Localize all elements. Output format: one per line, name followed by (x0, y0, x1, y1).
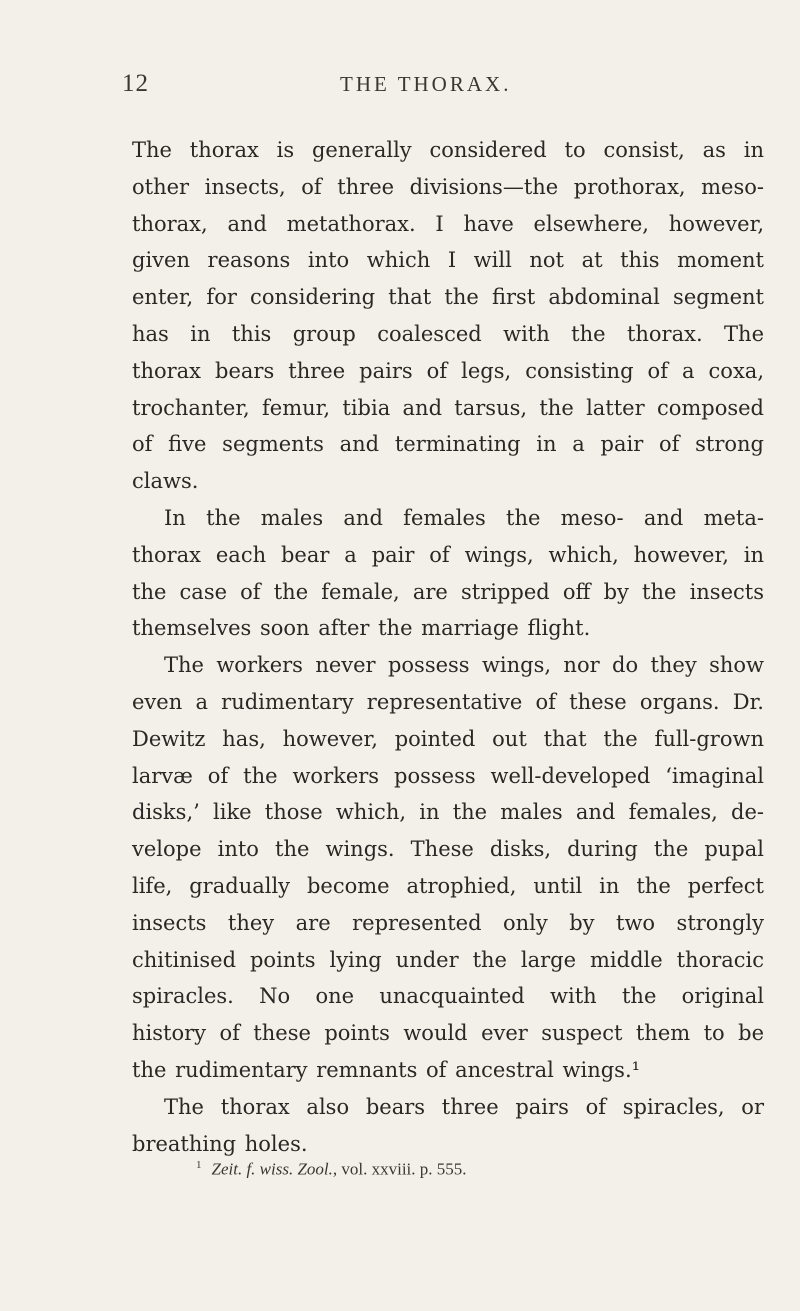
text-line: other insects, of three divisions—the prothorax, meso- (132, 174, 764, 199)
text-line: Dewitz has, however, pointed out that the full-grown (132, 726, 764, 751)
text-line: In the males and females the meso- and meta- (164, 505, 764, 530)
text-line: has in this group coalesced with the thorax. The (132, 321, 764, 346)
text-line: of five segments and terminating in a pair of strong (132, 432, 764, 457)
text-line: themselves soon after the marriage flight. (132, 616, 591, 641)
page-number: 12 (122, 70, 149, 97)
body-text (132, 132, 764, 1162)
text-line: enter, for considering that the first abdominal segment (132, 285, 764, 310)
text-line: larvæ of the workers possess well-developed ‘imaginal (132, 763, 764, 788)
text-line: disks,’ like those which, in the males and females, de- (132, 800, 764, 825)
text-line: the rudimentary remnants of ancestral wings.¹ (132, 1057, 641, 1082)
footnote-reference: , vol. xxviii. p. 555. (332, 1159, 467, 1179)
text-line: trochanter, femur, tibia and tarsus, the latter composed (132, 395, 764, 420)
text-line: The thorax is generally considered to consist, as in (132, 138, 764, 162)
text-line: The workers never possess wings, nor do they show (164, 653, 764, 678)
running-head: THE THORAX. (340, 72, 512, 96)
text-line: claws. (132, 469, 199, 494)
text-line: insects they are represented only by two strongly (132, 910, 764, 935)
page-header (0, 70, 800, 110)
text-line: thorax, and metathorax. I have elsewhere, however, (132, 211, 764, 236)
text-line: thorax bears three pairs of legs, consisting of a coxa, (132, 358, 764, 383)
text-line: even a rudimentary representative of these organs. Dr. (132, 689, 764, 714)
text-line: given reasons into which I will not at this moment (132, 248, 764, 273)
footnote (196, 1159, 467, 1180)
text-line: history of these points would ever suspect them to be (132, 1021, 764, 1046)
text-line: The thorax also bears three pairs of spiracles, or (164, 1094, 764, 1119)
text-line: the case of the female, are stripped off by the insects (132, 579, 764, 604)
footnote-journal: Zeit. f. wiss. Zool. (211, 1159, 333, 1179)
text-line: spiracles. No one unacquainted with the original (132, 984, 764, 1009)
text-line: breathing holes. (132, 1131, 308, 1156)
text-line: life, gradually become atrophied, until in the perfect (132, 873, 764, 898)
text-line: thorax each bear a pair of wings, which, however, in (132, 542, 764, 567)
text-line: chitinised points lying under the large middle thoracic (132, 947, 764, 972)
footnote-mark: 1 (196, 1159, 202, 1171)
text-line: velope into the wings. These disks, during the pupal (132, 837, 764, 862)
